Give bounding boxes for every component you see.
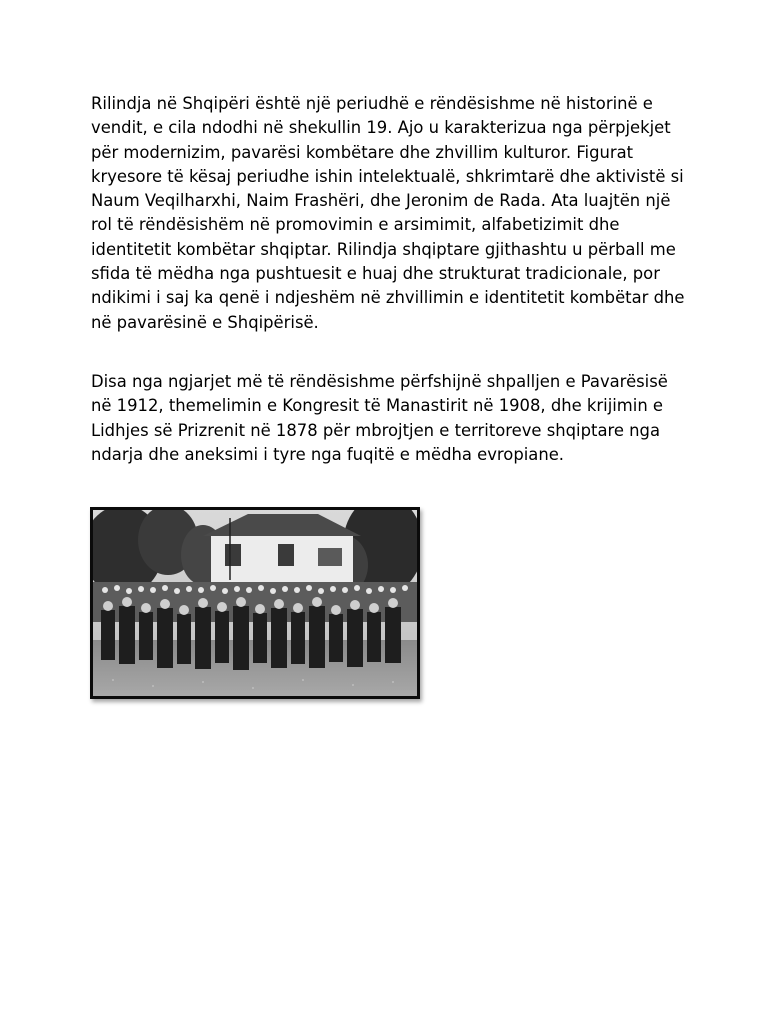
- historical-crowd-photo: [90, 507, 420, 699]
- paragraph-key-events: Disa nga ngjarjet më të rëndësishme përfshijnë shpalljen e Pavarësisë në 1912, themelimin e Kongresit të Manastirit në 1908, dhe krijimin e Lidhjes së Prizrenit në 1878 për mbrojtjen e territoreve shqiptare nga ndarja dhe aneksimi i tyre nga fuqitë e mëdha evropiane.: [91, 372, 668, 464]
- crowd-photo-illustration: [93, 510, 417, 696]
- paragraph-rilindja-intro: Rilindja në Shqipëri është një periudhë e rëndësishme në historinë e vendit, e cila ndodhi në shekullin 19. Ajo u karakterizua nga përpjekjet për modernizim, pavarësi kombëtare dhe zhvillim kulturor. Figurat kryesore të kësaj periudhe ishin intelektualë, shkrimtarë dhe aktivistë si Naum Veqilharxhi, Naim Frashëri, dhe Jeronim de Rada. Ata luajtën një rol të rëndësishëm në promovimin e arsimimit, alfabetizimit dhe identitetit kombëtar shqiptar. Rilindja shqiptare gjithashtu u përball me sfida të mëdha nga pushtuesit e huaj dhe strukturat tradicionale, por ndikimi i saj ka qenë i ndjeshëm në zhvillimin e identitetit kombëtar dhe në pavarësinë e Shqipërisë.: [91, 94, 685, 332]
